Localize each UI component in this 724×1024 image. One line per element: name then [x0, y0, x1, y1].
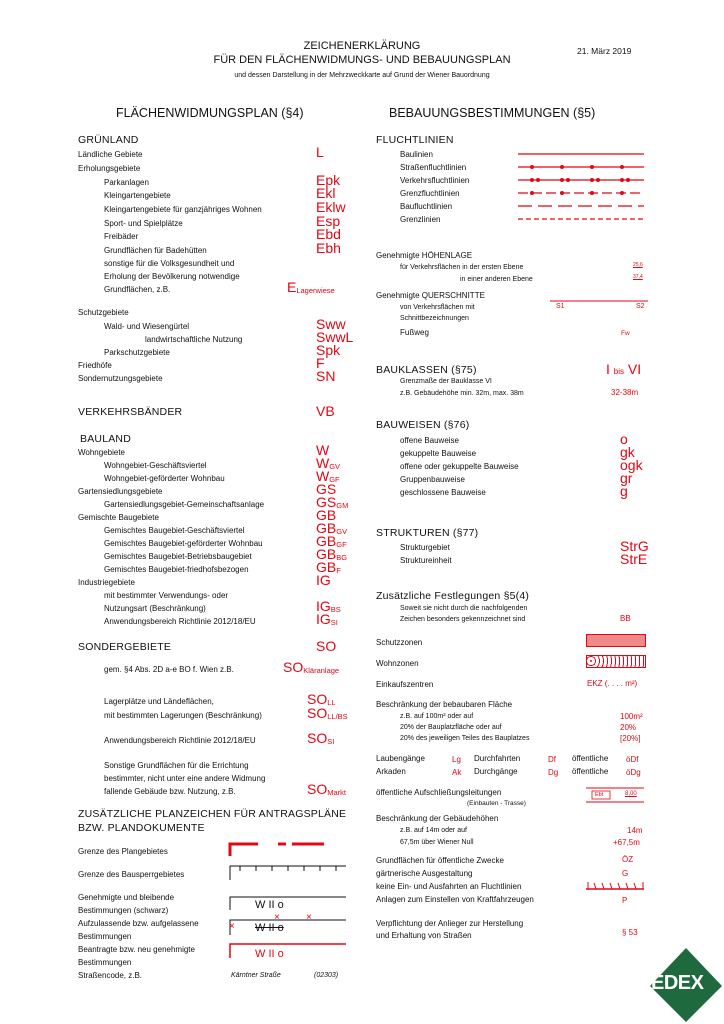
strukturen-title: STRUKTUREN (§77): [376, 527, 479, 539]
schutzzonen-swatch: [586, 634, 646, 647]
p-code: P: [622, 896, 628, 905]
bea-label-1: Beantragte bzw. neu genehmigte: [78, 945, 195, 954]
sonder-lager-code1: $SO_{LL}$: [307, 691, 336, 707]
row-label: Gemischtes Baugebiet-Geschäftsviertel: [104, 526, 245, 535]
row-code: Ebd: [316, 226, 341, 242]
row-label: Ländliche Gebiete: [78, 150, 143, 159]
date: 21. März 2019: [577, 46, 632, 56]
row-label: Gemischtes Baugebiet-Betriebsbaugebiet: [104, 552, 252, 561]
sonder-sonst-code: $SO_{Markt}$: [307, 781, 346, 797]
row-label: Gemischte Baugebiete: [78, 513, 159, 522]
df-code: Df: [548, 755, 556, 764]
beschr-code: 20%: [620, 723, 637, 732]
row-code: $E_{Lagerwiese}$: [287, 279, 335, 295]
gen-label-2: Bestimmungen (schwarz): [78, 906, 169, 915]
fussweg-label: Fußweg: [400, 328, 429, 337]
row-code: gr: [620, 470, 633, 486]
beschr-code: 100m²: [620, 712, 643, 721]
row-label: landwirtschaftliche Nutzung: [145, 335, 243, 344]
p-label: Anlagen zum Einstellen von Kraftfahrzeugen: [376, 895, 534, 904]
row-code: Sww: [316, 316, 346, 332]
strassen-name: Kärntner Straße: [231, 972, 281, 979]
row-label: Sondernutzungsgebiete: [78, 374, 163, 383]
oeff1-label: öffentliche: [572, 754, 609, 763]
right-heading: BEBAUUNGSBESTIMMUNGEN (§5): [389, 106, 596, 120]
zusatz-l1: Soweit sie nicht durch die nachfolgenden: [400, 605, 528, 612]
beschr-label: z.B. auf 100m² oder auf: [400, 713, 474, 720]
gh2-code: +67,5m: [613, 838, 640, 847]
row-code: $GS_{GM}$: [316, 494, 349, 510]
row-label: Erholung der Bevölkerung notwendige: [104, 272, 240, 281]
hoehe-v1: 25,6: [633, 262, 643, 268]
wohnzonen-swatch: [586, 655, 646, 668]
sonder-sonst2: bestimmter, nicht unter eine andere Widmung: [104, 774, 266, 783]
row-code: $IG_{BS}$: [316, 598, 341, 614]
oeff2-label: öffentliche: [572, 767, 609, 776]
sonder-code: SO: [316, 638, 337, 654]
ekz-code: EKZ (. . . . m²): [587, 679, 638, 688]
sonder-lager-code2: $SO_{LL/BS}$: [307, 705, 348, 721]
row-label: Grundflächen für Badehütten: [104, 246, 207, 255]
flucht-title: FLUCHTLINIEN: [376, 134, 454, 146]
gh1-label: z.B. auf 14m oder auf: [400, 827, 467, 834]
zusatz-l2: Zeichen besonders gekennzeichnet sind: [400, 616, 526, 623]
subtitle: und dessen Darstellung in der Mehrzweckkarte auf Grund der Wiener Bauordnung: [234, 72, 490, 79]
sonder-lager2: mit bestimmten Lagerungen (Beschränkung): [104, 711, 262, 720]
g-label: gärtnerische Ausgestaltung: [376, 869, 473, 878]
row-code: $GB_{GV}$: [316, 520, 348, 536]
cross-mark-icon: ×: [229, 921, 235, 932]
aufschl-title: öffentliche Aufschließungsleitungen: [376, 788, 502, 797]
verkehr-title: VERKEHRSBÄNDER: [78, 406, 183, 418]
row-code: $W_{GF}$: [316, 468, 340, 484]
row-label: gekuppelte Bauweise: [400, 449, 477, 458]
row-label: Wohngebiet-Geschäftsviertel: [104, 461, 207, 470]
ein-label: keine Ein- und Ausfahrten an Fluchtlinien: [376, 882, 522, 891]
cross-mark-icon: ×: [274, 912, 280, 923]
row-code: StrE: [620, 551, 648, 567]
row-label: sonstige für die Volksgesundheit und: [104, 259, 235, 268]
quer-s1: S1: [556, 303, 565, 310]
quer-s2: S2: [636, 303, 645, 310]
row-code: GS: [316, 481, 337, 497]
row-label: Gruppenbauweise: [400, 475, 465, 484]
row-code: Esp: [316, 213, 341, 229]
flucht-item: Grenzfluchtlinien: [400, 189, 460, 198]
row-label: Schutzgebiete: [78, 308, 129, 317]
bauklassen-range: 32-38m: [611, 388, 639, 397]
quer-l1: von Verkehrsflächen mit: [400, 304, 475, 311]
bauklassen-title: BAUKLASSEN (§75): [376, 364, 477, 376]
odf-code: öDf: [626, 755, 639, 764]
hoehe-l1: für Verkehrsflächen in der ersten Ebene: [400, 264, 524, 271]
row-code: $GB_{BG}$: [316, 546, 348, 562]
gruenland-title: GRÜNLAND: [78, 134, 139, 146]
auf-label-2: Bestimmungen: [78, 932, 132, 941]
gh1-code: 14m: [627, 826, 643, 835]
row-code: L: [316, 144, 324, 160]
strassen-label: Straßencode, z.B.: [78, 971, 143, 980]
sonder-anw-code: $SO_{SI}$: [307, 730, 335, 746]
flucht-item: Verkehrsfluchtlinien: [400, 176, 470, 185]
row-label: Parkanlagen: [104, 178, 149, 187]
sonder-ex1: gem. §4 Abs. 2D a-e BO f. Wien z.B.: [104, 665, 234, 674]
zusatz-bb: BB: [620, 614, 631, 623]
bea-label-2: Bestimmungen: [78, 958, 132, 967]
row-code: SwwL: [316, 329, 354, 345]
row-label: Gemischtes Baugebiet-friedhofsbezogen: [104, 565, 249, 574]
row-code: F: [316, 355, 325, 371]
row-code: $W_{GV}$: [316, 455, 341, 471]
durchg-label: Durchgänge: [474, 767, 518, 776]
sonder-title: SONDERGEBIETE: [78, 641, 172, 653]
antrag-title-2: BZW. PLANDOKUMENTE: [78, 822, 205, 834]
row-code: IG: [316, 572, 331, 588]
gh2-label: 67,5m über Wiener Null: [400, 839, 474, 846]
row-label: Struktureinheit: [400, 556, 452, 565]
gen-sample: W II o: [255, 899, 284, 911]
durchf-label: Durchfahrten: [474, 754, 521, 763]
row-label: Wohngebiete: [78, 448, 125, 457]
row-code: Eklw: [316, 199, 346, 215]
grenze-bau-label: Grenze des Bausperrgebietes: [78, 870, 185, 879]
flucht-line-symbols: [518, 150, 646, 225]
hoehe-l2: in einer anderen Ebene: [460, 276, 533, 283]
oz-code: ÖZ: [622, 855, 634, 864]
row-label: Parkschutzgebiete: [104, 348, 170, 357]
bauweisen-title: BAUWEISEN (§76): [376, 419, 470, 431]
quer-l2: Schnittbezeichnungen: [400, 315, 469, 322]
quer-line: [550, 300, 650, 304]
beschr-label: 20% der Bauplatzfläche oder auf: [400, 724, 502, 731]
sonder-sonst3: fallende Gebäude bzw. Nutzung, z.B.: [104, 787, 236, 796]
fussweg-code: Fw: [621, 330, 630, 337]
antrag-symbols: [228, 840, 348, 980]
row-code: SN: [316, 368, 336, 384]
row-code: GB: [316, 507, 337, 523]
row-code: gk: [620, 444, 635, 460]
verpf-label-1: Verpflichtung der Anlieger zur Herstellung: [376, 919, 524, 928]
beschr-code: [20%]: [620, 734, 641, 743]
sonder-ex1-code: $SO_{Kläranlage}$: [283, 659, 340, 675]
bauklassen-l2: z.B. Gebäudehöhe min. 32m, max. 38m: [400, 390, 524, 397]
aufschl-sub: (Einbauten - Trasse): [467, 800, 526, 807]
row-label: Gemischtes Baugebiet-geförderter Wohnbau: [104, 539, 263, 548]
odg-code: öDg: [626, 768, 641, 777]
lg-code: Lg: [452, 755, 461, 764]
no-entry-line-icon: [586, 880, 646, 892]
ak-code: Ak: [452, 768, 462, 777]
beschr-label: 20% des jeweiligen Teiles des Bauplatzes: [400, 735, 530, 742]
row-code: Ebh: [316, 240, 341, 256]
row-code: $IG_{SI}$: [316, 611, 338, 627]
antrag-title-1: ZUSÄTZLICHE PLANZEICHEN FÜR ANTRAGSPLÄNE: [78, 808, 347, 820]
row-label: mit bestimmter Verwendungs- oder: [104, 591, 229, 600]
auf-sample: W II o: [255, 922, 284, 934]
row-code: Ekl: [316, 185, 336, 201]
row-label: Wald- und Wiesengürtel: [104, 322, 190, 331]
row-code: $GB_F$: [316, 559, 341, 575]
beschr-title: Beschränkung der bebaubaren Fläche: [376, 700, 513, 709]
row-label: Kleingartengebiete für ganzjähriges Wohnen: [104, 205, 262, 214]
row-label: Friedhöfe: [78, 361, 112, 370]
edex-logo-text: EDEX: [651, 972, 704, 994]
flucht-item: Baufluchtlinien: [400, 202, 453, 211]
oz-label: Grundflächen für öffentliche Zwecke: [376, 856, 504, 865]
left-heading: FLÄCHENWIDMUNGSPLAN (§4): [116, 106, 304, 120]
hoehe-v2: 37,4: [633, 274, 643, 280]
row-code: $GB_{GF}$: [316, 533, 347, 549]
verpf-code: § 53: [622, 928, 638, 937]
cross-mark-icon: ×: [306, 912, 312, 923]
dg-code: Dg: [548, 768, 559, 777]
row-code: W: [316, 442, 330, 458]
row-label: Nutzungsart (Beschränkung): [104, 604, 206, 613]
row-label: Strukturgebiet: [400, 543, 450, 552]
ebt-code: Ebt: [595, 792, 604, 798]
bauklassen-l1: Grenzmaße der Bauklasse VI: [400, 378, 492, 385]
bauland-title: BAULAND: [80, 433, 131, 445]
gh-title: Beschränkung der Gebäudehöhen: [376, 814, 499, 823]
flucht-item: Grenzlinien: [400, 215, 441, 224]
verpf-label-2: und Erhaltung von Straßen: [376, 931, 472, 940]
row-code: Spk: [316, 342, 341, 358]
sonder-anw: Anwendungsbereich Richtlinie 2012/18/EU: [104, 736, 256, 745]
g-code: G: [622, 869, 629, 878]
flucht-item: Baulinien: [400, 150, 433, 159]
quer-title: Genehmigte QUERSCHNITTE: [376, 291, 485, 300]
row-label: offene Bauweise: [400, 436, 460, 445]
row-label: Gartensiedlungsgebiete: [78, 487, 163, 496]
row-code: StrG: [620, 538, 649, 554]
bauklassen-codes: I bis VI: [606, 361, 642, 377]
grenze-plan-label: Grenze des Plangebietes: [78, 847, 168, 856]
row-label: Sport- und Spielplätze: [104, 219, 183, 228]
gen-label-1: Genehmigte und bleibende: [78, 893, 175, 902]
ebt-val: 8,00: [625, 791, 637, 797]
verkehr-code: VB: [316, 403, 335, 419]
row-label: Erholungsgebiete: [78, 164, 141, 173]
auf-label-1: Aufzulassende bzw. aufgelassene: [78, 919, 199, 928]
wohnzonen-label: Wohnzonen: [376, 659, 419, 668]
arkaden-label: Arkaden: [376, 767, 406, 776]
row-code: g: [620, 483, 628, 499]
row-code: o: [620, 431, 628, 447]
row-label: offene oder gekuppelte Bauweise: [400, 462, 519, 471]
row-label: Wohngebiet-geförderter Wohnbau: [104, 474, 225, 483]
row-code: Epk: [316, 172, 341, 188]
laub-label: Laubengänge: [376, 754, 425, 763]
flucht-item: Straßenfluchtlinien: [400, 163, 467, 172]
row-code: ogk: [620, 457, 643, 473]
title-line-2: FÜR DEN FLÄCHENWIDMUNGS- UND BEBAUUNGSPLAN: [213, 54, 511, 66]
row-label: Kleingartengebiete: [104, 191, 171, 200]
zusatz-title: Zusätzliche Festlegungen §5(4): [376, 590, 530, 602]
bea-sample: W II o: [255, 948, 284, 960]
hoehe-title: Genehmigte HÖHENLAGE: [376, 251, 473, 260]
row-label: Industriegebiete: [78, 578, 135, 587]
sonder-sonst1: Sonstige Grundflächen für die Errichtung: [104, 761, 249, 770]
row-label: Freibäder: [104, 232, 139, 241]
schutzzonen-label: Schutzzonen: [376, 638, 423, 647]
row-label: geschlossene Bauweise: [400, 488, 486, 497]
title-line-1: ZEICHENERKLÄRUNG: [303, 40, 421, 52]
einkauf-label: Einkaufszentren: [376, 680, 434, 689]
row-label: Gartensiedlungsgebiet-Gemeinschaftsanlage: [104, 500, 265, 509]
sonder-lager1: Lagerplätze und Ländeflächen,: [104, 697, 214, 706]
strassen-code: (02303): [314, 972, 339, 979]
row-label: Anwendungsbereich Richtlinie 2012/18/EU: [104, 617, 256, 626]
row-label: Grundflächen, z.B.: [104, 285, 171, 294]
